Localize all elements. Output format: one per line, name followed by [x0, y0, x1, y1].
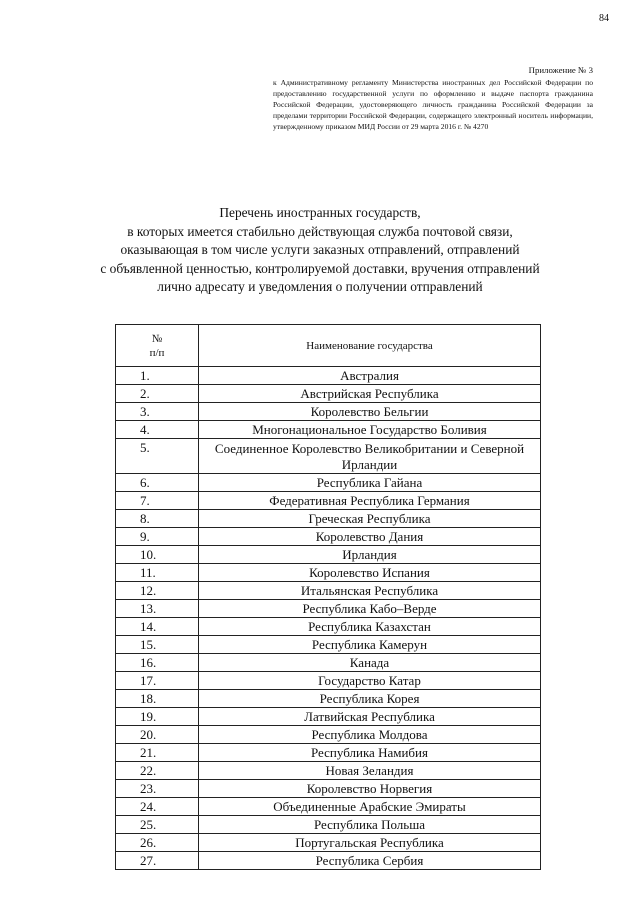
- heading-line: оказывающая в том числе услуги заказных отправлений, отправлений: [120, 242, 520, 258]
- table-row: [116, 385, 541, 403]
- row-number: 22.: [116, 762, 199, 780]
- heading-line: в которых имеется стабильно действующая служба почтовой связи,: [127, 223, 513, 239]
- table-row: [116, 492, 541, 510]
- table-row: [116, 834, 541, 852]
- row-country-name: Австрийская Республика: [199, 385, 541, 403]
- annex-body: к Административному регламенту Министерства иностранных дел Российской Федерации по предоставлению государственной услуги по оформлению и выдаче паспорта гражданина Российской Федерации, удостоверяющего личность гражданина Российской Федерации за пределами территории Российской Федерации, содержащего электронный носитель информации, утвержденному приказом МИД России от 29 марта 2016 г. № 4270: [273, 78, 593, 131]
- countries-table: [115, 324, 541, 870]
- heading-line: лично адресату и уведомления о получении отправлений: [157, 279, 483, 295]
- row-number: 23.: [116, 780, 199, 798]
- row-country-name: Новая Зеландия: [199, 762, 541, 780]
- row-country-name: Республика Польша: [199, 816, 541, 834]
- row-number: 13.: [116, 600, 199, 618]
- row-number: 24.: [116, 798, 199, 816]
- table-row: [116, 798, 541, 816]
- row-number: 8.: [116, 510, 199, 528]
- row-country-name: Португальская Республика: [199, 834, 541, 852]
- row-number: 5.: [116, 439, 199, 474]
- row-country-name: Ирландия: [199, 546, 541, 564]
- row-country-name: Республика Молдова: [199, 726, 541, 744]
- row-number: 20.: [116, 726, 199, 744]
- row-country-name: Республика Намибия: [199, 744, 541, 762]
- row-number: 4.: [116, 421, 199, 439]
- table-row: [116, 421, 541, 439]
- table-row: [116, 816, 541, 834]
- row-number: 12.: [116, 582, 199, 600]
- header-number: [116, 325, 199, 367]
- row-country-name: Королевство Бельгии: [199, 403, 541, 421]
- table-row: [116, 726, 541, 744]
- table-row: [116, 618, 541, 636]
- row-country-name: Республика Корея: [199, 690, 541, 708]
- table-row: [116, 780, 541, 798]
- table-row: [116, 564, 541, 582]
- row-number: 10.: [116, 546, 199, 564]
- heading-line: Перечень иностранных государств,: [219, 205, 421, 220]
- row-number: 17.: [116, 672, 199, 690]
- table-row: [116, 690, 541, 708]
- row-number: 14.: [116, 618, 199, 636]
- document-heading: [60, 204, 580, 297]
- table-row: [116, 546, 541, 564]
- row-country-name: Королевство Испания: [199, 564, 541, 582]
- row-number: 15.: [116, 636, 199, 654]
- table-row: [116, 367, 541, 385]
- row-number: 19.: [116, 708, 199, 726]
- row-number: 27.: [116, 852, 199, 870]
- row-country-name: Объединенные Арабские Эмираты: [199, 798, 541, 816]
- annex-title: Приложение № 3: [528, 65, 593, 75]
- table-row: [116, 744, 541, 762]
- row-country-name: Итальянская Республика: [199, 582, 541, 600]
- row-country-name: Республика Гайана: [199, 474, 541, 492]
- row-country-name: Федеративная Республика Германия: [199, 492, 541, 510]
- table-row: [116, 636, 541, 654]
- row-number: 26.: [116, 834, 199, 852]
- table-row: [116, 439, 541, 474]
- row-number: 21.: [116, 744, 199, 762]
- table-row: [116, 528, 541, 546]
- header-number-line: п/п: [149, 346, 165, 359]
- row-country-name: Республика Казахстан: [199, 618, 541, 636]
- row-number: 6.: [116, 474, 199, 492]
- row-country-name: Соединенное Королевство Великобритании и Северной Ирландии: [199, 439, 541, 474]
- row-number: 18.: [116, 690, 199, 708]
- table-row: [116, 762, 541, 780]
- row-country-name: Многонациональное Государство Боливия: [199, 421, 541, 439]
- row-number: 25.: [116, 816, 199, 834]
- header-country-name: Наименование государства: [199, 325, 541, 367]
- table-row: [116, 708, 541, 726]
- heading-line: с объявленной ценностью, контролируемой доставки, вручения отправлений: [100, 260, 540, 276]
- header-number-line: №: [151, 332, 163, 345]
- annex-note: [273, 65, 593, 132]
- row-number: 11.: [116, 564, 199, 582]
- row-country-name: Государство Катар: [199, 672, 541, 690]
- row-country-name: Латвийская Республика: [199, 708, 541, 726]
- row-country-name: Королевство Дания: [199, 528, 541, 546]
- row-number: 9.: [116, 528, 199, 546]
- table-row: [116, 474, 541, 492]
- row-country-name: Республика Кабо–Верде: [199, 600, 541, 618]
- row-country-name: Республика Сербия: [199, 852, 541, 870]
- row-country-name: Греческая Республика: [199, 510, 541, 528]
- row-country-name: Канада: [199, 654, 541, 672]
- row-number: 2.: [116, 385, 199, 403]
- table-row: [116, 852, 541, 870]
- table-row: [116, 672, 541, 690]
- row-number: 7.: [116, 492, 199, 510]
- table-row: [116, 510, 541, 528]
- table-row: [116, 654, 541, 672]
- row-country-name: Королевство Норвегия: [199, 780, 541, 798]
- row-number: 16.: [116, 654, 199, 672]
- table-row: [116, 582, 541, 600]
- page-number: 84: [599, 13, 609, 24]
- table-header-row: [116, 325, 541, 367]
- row-number: 1.: [116, 367, 199, 385]
- row-country-name: Республика Камерун: [199, 636, 541, 654]
- row-number: 3.: [116, 403, 199, 421]
- table-row: [116, 600, 541, 618]
- table-row: [116, 403, 541, 421]
- row-country-name: Австралия: [199, 367, 541, 385]
